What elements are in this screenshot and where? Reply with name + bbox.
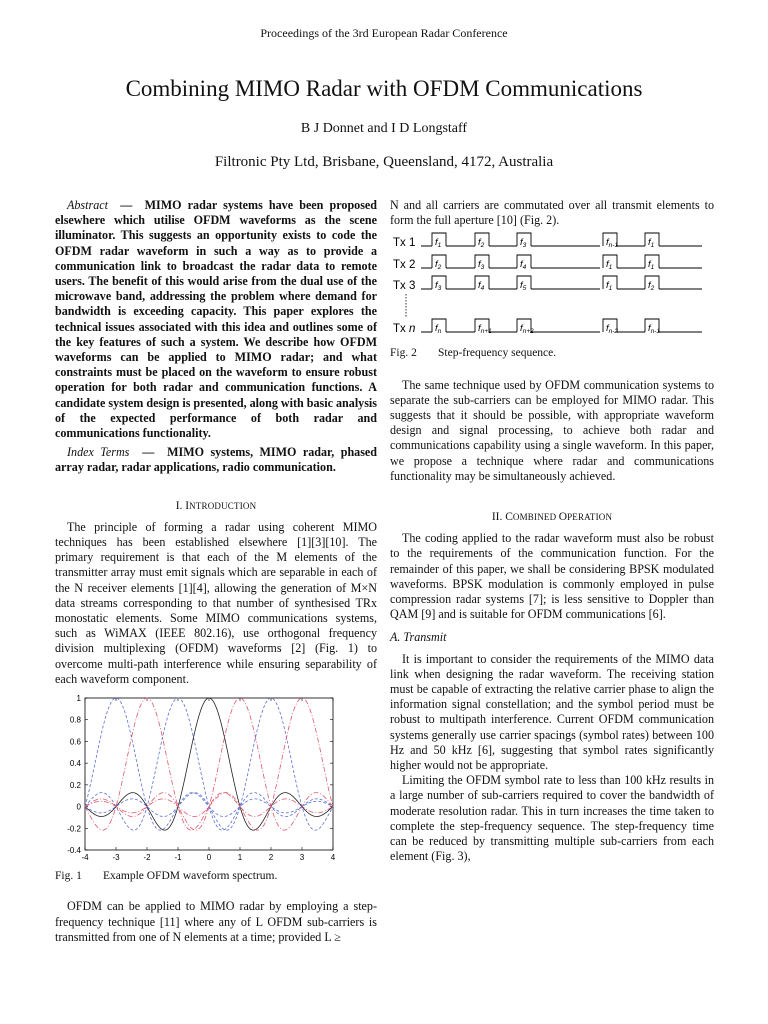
fig1-y-tick-label: 0.4 xyxy=(69,759,81,769)
fig2-pulse-label: $f_n$ xyxy=(435,323,442,336)
fig2-row-label: Tx 2 xyxy=(393,259,416,272)
fig1-y-tick-label: 1 xyxy=(76,694,81,704)
abstract xyxy=(55,198,377,441)
fig2-pulse-label: $f_2$ xyxy=(648,280,655,293)
abstract-text: MIMO radar systems have been proposed elsewhere which utilise OFDM waveforms as the scene illuminator. This suggests an opportunity exists to code the OFDM radar waveform in such a way as to provide a communication link to broadcast the radar data to remote users. The benefit of this would arise from the dual use of the microwave band, addressing the problem where demand for bandwidth is exceeding capacity. This paper explores the technical issues associated with this idea and outlines some of the key features of such a system. We describe how OFDM waveforms can be applied to MIMO radar; and what constraints must be placed on the waveform to ensure robust operation for both radar and communication functions. A candidate system design is presented, along with basic analysis of the expected performance of both radar and communications functionality. xyxy=(55,198,378,441)
intro-heading-rest: NTRODUCTION xyxy=(189,500,257,511)
fig1-y-tick-label: 0 xyxy=(76,802,81,812)
fig1-x-tick-label: 1 xyxy=(237,853,243,863)
fig2-pulse-label: $f_1$ xyxy=(606,280,613,293)
fig2-pulse-train xyxy=(421,255,702,268)
fig2-pulse-label: $f_5$ xyxy=(520,280,527,293)
fig1-y-ticks xyxy=(67,694,333,855)
index-terms-label: Index Terms xyxy=(67,445,130,460)
right-paragraph-4: Limiting the OFDM symbol rate to less than 100 kHz results in a large number of sub-carriers required to cover the bandwidth of moderate resolution radar. This in turn increases the time taken to complete the step-frequency sequence. The step-frequency time can be reduced by transmitting multiple sub-carriers from each element (Fig. 3), xyxy=(390,773,714,864)
fig2-pulse-label: $f_{n-2}$ xyxy=(606,323,619,336)
fig2-pulse-label: $f_2$ xyxy=(435,259,442,272)
authors: B J Donnet and I D Longstaff xyxy=(300,121,468,136)
fig1-x-tick-label: 2 xyxy=(268,853,274,863)
combined-heading-o: O xyxy=(558,511,568,524)
right-paragraph-3: It is important to consider the requirements of the MIMO data link when designing the radar waveform. The receiving station must be capable of extracting the relative carrier phase to align the information signal constellation; and the symbol period must be robust to multipath interference. Current OFDM communication systems generally use carrier spacings (symbol rates) between 100 Hz and 50 kHz [6], suggesting that symbol rates significantly higher would not be appropriate. xyxy=(390,651,714,773)
fig1-y-tick-label: 0.2 xyxy=(69,780,81,790)
fig2-pulse-train xyxy=(421,233,702,246)
fig1-ofdm-spectrum-chart xyxy=(55,690,377,865)
fig1-x-tick-label: 3 xyxy=(299,853,305,863)
fig2-pulse-label: $f_1$ xyxy=(648,237,655,250)
fig1-x-tick-label: 0 xyxy=(206,853,212,863)
fig1-x-tick-label: -2 xyxy=(143,853,151,863)
fig2-pulse-label: $f_{n-1}$ xyxy=(648,323,661,336)
fig1-x-tick-label: -1 xyxy=(174,853,182,863)
affiliation: Filtronic Pty Ltd, Brisbane, Queensland, 4172, Australia xyxy=(214,154,554,170)
fig2-caption xyxy=(390,346,714,361)
fig1-x-tick-label: 4 xyxy=(330,853,336,863)
abstract-dash: — xyxy=(120,198,133,212)
fig2-pulse-train xyxy=(421,276,702,289)
subsection-heading-transmit: A. Transmit xyxy=(390,630,447,645)
fig1-x-ticks xyxy=(81,698,335,862)
section-heading-combined-operation xyxy=(390,510,714,525)
right-paragraph-0: N and all carriers are commutated over all transmit elements to form the full aperture [10] (Fig. 2). xyxy=(390,198,714,228)
intro-heading-num: I. I xyxy=(175,499,190,512)
fig2-pulse-label: $f_3$ xyxy=(520,237,527,250)
left-column xyxy=(55,198,377,945)
fig2-pulse-label: $f_3$ xyxy=(478,259,485,272)
fig1-series xyxy=(85,698,333,830)
section-heading-introduction xyxy=(55,499,377,514)
right-paragraph-2: The coding applied to the radar waveform must also be robust to the requirements of the communication function. For the remainder of this paper, we shall be considering BPSK modulated waveforms. BPSK modulation is commonly employed in pulse compression radar systems [7]; is less sensitive to Doppler than QAM [9] and is suitable for OFDM communications [6]. xyxy=(390,531,714,622)
fig1-y-tick-label: 0.6 xyxy=(69,737,81,747)
fig2-pulse-label: $f_2$ xyxy=(478,237,485,250)
fig1-y-tick-label: -0.2 xyxy=(67,824,81,834)
right-column xyxy=(390,198,714,865)
running-head: Proceedings of the 3rd European Radar Conference xyxy=(260,26,508,40)
combined-heading-rest2: PERATION xyxy=(567,512,613,523)
index-terms-text: MIMO systems, MIMO radar, phased array radar, radar applications, radio communication. xyxy=(55,445,378,475)
fig1-axes-box xyxy=(85,698,333,850)
fig2-pulse-label: $f_1$ xyxy=(606,259,613,272)
fig2-pulse-label: $f_1$ xyxy=(435,237,442,250)
fig2-pulse-label: $f_4$ xyxy=(520,259,527,272)
fig1-caption-num: Fig. 1 xyxy=(55,870,82,883)
right-paragraph-1: The same technique used by OFDM communication systems to separate the sub-carriers can be employed for MIMO radar. This suggests that it should be possible, with appropriate waveform design and signal processing, to achieve both radar and communications capability using a single waveform. In this paper, we propose a technique where radar and communications functionality may be simultaneously achieved. xyxy=(390,377,714,483)
index-terms-dash: — xyxy=(142,445,155,460)
fig2-caption-text: Step-frequency sequence. xyxy=(438,347,557,360)
combined-heading-num: II. C xyxy=(491,511,513,524)
fig2-pulse-label: $f_{n+2}$ xyxy=(520,323,534,336)
fig1-y-tick-label: -0.4 xyxy=(67,846,81,856)
abstract-label: Abstract xyxy=(67,198,108,212)
intro-paragraph-2: OFDM can be applied to MIMO radar by employing a step-frequency technique [11] where any of L OFDM sub-carriers is transmitted from one of N elements at a time; provided L ≥ xyxy=(55,899,377,944)
index-terms xyxy=(55,445,377,475)
fig1-caption xyxy=(55,869,377,884)
fig2-row-label: Tx n xyxy=(393,323,416,336)
fig2-row-label: Tx 1 xyxy=(393,237,416,250)
fig1-caption-text: Example OFDM waveform spectrum. xyxy=(103,870,278,883)
fig2-pulse-label: $f_4$ xyxy=(478,280,485,293)
fig2-caption-num: Fig. 2 xyxy=(390,347,417,360)
fig2-row-label: Tx 3 xyxy=(393,280,416,293)
fig1-y-tick-label: 0.8 xyxy=(69,715,81,725)
fig2-pulse-label: $f_1$ xyxy=(648,259,655,272)
paper-title: Combining MIMO Radar with OFDM Communications xyxy=(125,76,643,101)
fig2-pulse-label: $f_{n-1}$ xyxy=(606,237,619,250)
combined-heading-rest: OMBINED xyxy=(512,512,559,523)
fig1-x-tick-label: -3 xyxy=(112,853,120,863)
fig2-pulse-label: $f_3$ xyxy=(435,280,442,293)
fig2-pulse-label: $f_{n+1}$ xyxy=(478,323,492,336)
fig2-rows xyxy=(393,233,702,335)
fig1-x-tick-label: -4 xyxy=(81,853,89,863)
intro-paragraph-1: The principle of forming a radar using coherent MIMO techniques has been established elsewhere [1][3][10]. The primary requirement is that each of the M elements of the transmitter array must emit signals which are separable in each of the N receiver elements [1][4], allowing the generation of M×N data streams corresponding to that number of synthesised TRx monostatic elements. Some MIMO communications systems, such as WiMAX (IEEE 802.16), use orthogonal frequency division multiplexing (OFDM) waveforms [2] (Fig. 1) to overcome multi-path interference while ensuring separability of each waveform component. xyxy=(55,519,377,686)
fig2-step-frequency-diagram xyxy=(390,232,714,344)
